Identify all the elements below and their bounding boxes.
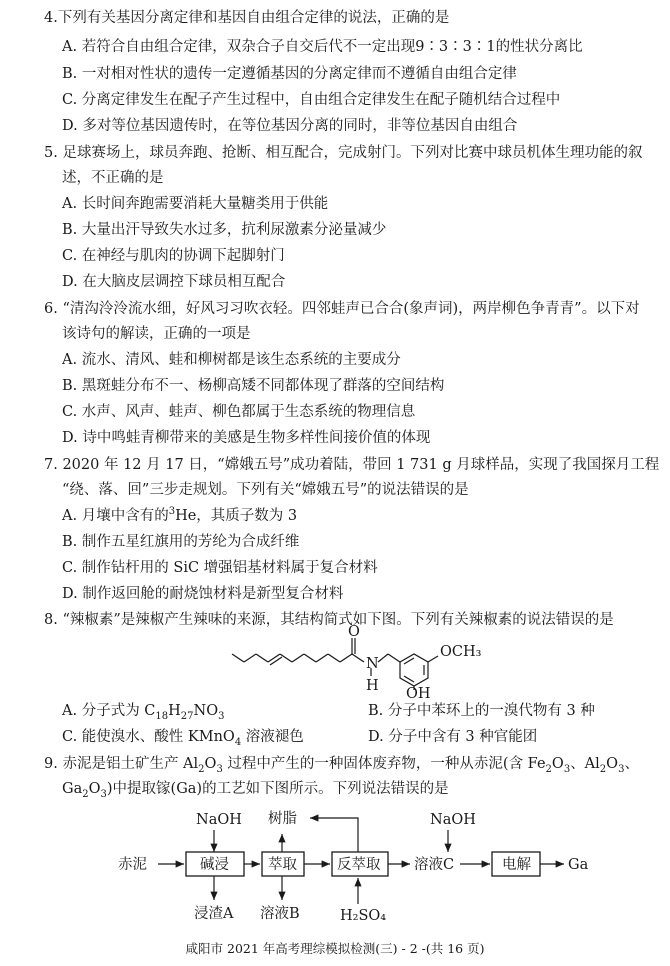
q5-stem-line2: 述，不正确的是	[62, 170, 164, 186]
q6-option-b: B. 黑斑蛙分布不一、杨柳高矮不同都体现了群落的空间结构	[62, 378, 445, 394]
struct-oxygen-label: O	[348, 624, 360, 640]
red-mud-label: 赤泥	[118, 857, 147, 873]
q7-option-b: B. 制作五星红旗用的芳纶为合成纤维	[62, 534, 300, 550]
struct-hydrogen-label: H	[366, 678, 379, 694]
q7-stem-line1: 7. 2020 年 12 月 17 日，“嫦娥五号”成功着陆，带回 1 731 g 月球样品，实现了我国探月工程	[44, 457, 660, 473]
q7-option-c: C. 制作钻杆用的 SiC 增强铝基材料属于复合材料	[62, 560, 378, 576]
naoh-input-1: NaOH	[196, 812, 242, 828]
naoh-input-2: NaOH	[430, 812, 476, 828]
back-extract-label: 反萃取	[337, 857, 381, 873]
q9-stem-line2: $Ga_2O_3$)中提取镓(Ga)的工艺如下图所示。下列说法错误的是	[62, 781, 449, 800]
solution-b-label: 溶液B	[260, 906, 300, 922]
q9-stem-line1: 9. 赤泥是铝土矿生产 $Al_2O_3$ 过程中产生的一种固体废弃物，一种从赤泥(含 $Fe_2O_3$、$Al_2O_3$、	[44, 756, 639, 775]
struct-methoxy-label: OCH₃	[440, 644, 482, 660]
resin-label: 树脂	[268, 811, 297, 827]
q8-stem: 8. “辣椒素”是辣椒产生辣味的来源，其结构简式如下图。下列有关辣椒素的说法错误的是	[44, 612, 614, 628]
struct-nitrogen-label: N	[366, 656, 379, 672]
q5-option-b: B. 大量出汗导致失水过多，抗利尿激素分泌量减少	[62, 222, 387, 238]
extract-label: 萃取	[268, 857, 297, 873]
q6-stem-line2: 该诗句的解读，正确的一项是	[62, 326, 251, 342]
residue-a-label: 浸渣A	[194, 906, 234, 922]
capsaicin-structure	[228, 624, 488, 698]
solution-c-label: 溶液C	[414, 857, 455, 873]
q7-stem-line2: “绕、落、回”三步走规划。下列有关“嫦娥五号”的说法错误的是	[62, 482, 469, 498]
q8-option-c: C. 能使溴水、酸性 KMnO$_4$ 溶液褪色	[62, 729, 304, 748]
q4-option-d: D. 多对等位基因遗传时，在等位基因分离的同时，非等位基因自由组合	[62, 118, 518, 134]
gallium-process-flowchart	[118, 808, 598, 928]
q4-option-a: A. 若符合自由组合定律，双杂合子自交后代不一定出现9∶3∶3∶1的性状分离比	[62, 39, 583, 55]
q6-option-c: C. 水声、风声、蛙声、柳色都属于生态系统的物理信息	[62, 404, 416, 420]
q4-option-b: B. 一对相对性状的遗传一定遵循基因的分离定律而不遵循自由组合定律	[62, 66, 517, 82]
gallium-product-label: Ga	[568, 857, 589, 873]
struct-hydroxyl-label: OH	[406, 686, 431, 698]
q5-option-c: C. 在神经与肌肉的协调下起脚射门	[62, 248, 285, 264]
electrolysis-label: 电解	[502, 857, 531, 873]
q6-option-a: A. 流水、清风、蛙和柳树都是该生态系统的主要成分	[62, 352, 401, 368]
q8-option-b: B. 分子中苯环上的一溴代物有 3 种	[368, 703, 595, 719]
q7-option-d: D. 制作返回舱的耐烧蚀材料是新型复合材料	[62, 586, 344, 602]
page-footer: 咸阳市 2021 年高考理综模拟检测(三) - 2 -(共 16 页)	[185, 941, 485, 956]
q8-option-d: D. 分子中含有 3 种官能团	[368, 729, 538, 745]
alkali-leach-label: 碱浸	[200, 857, 229, 873]
q5-option-a: A. 长时间奔跑需要消耗大量糖类用于供能	[62, 196, 329, 212]
q6-option-d: D. 诗中鸣蛙青柳带来的美感是生物多样性间接价值的体现	[62, 430, 431, 446]
q5-option-d: D. 在大脑皮层调控下球员相互配合	[62, 274, 286, 290]
q5-stem-line1: 5. 足球赛场上，球员奔跑、抢断、相互配合，完成射门。下列对比赛中球员机体生理功能的叙	[44, 145, 643, 161]
q6-stem-line1: 6. “清沟泠泠流水细，好风习习吹衣轻。四邻蛙声已合合(象声词)，两岸柳色争青青”。以下对	[44, 301, 640, 317]
h2so4-label: H₂SO₄	[340, 908, 387, 924]
q7-option-a: A. 月壤中含有的$^3$He，其质子数为 3	[62, 506, 298, 524]
q4-stem: 4.下列有关基因分离定律和基因自由组合定律的说法，正确的是	[44, 10, 450, 26]
q4-option-c: C. 分离定律发生在配子产生过程中，自由组合定律发生在配子随机结合过程中	[62, 92, 561, 108]
q8-option-a: A. 分子式为 $C_{18}H_{27}NO_3$	[62, 703, 225, 722]
